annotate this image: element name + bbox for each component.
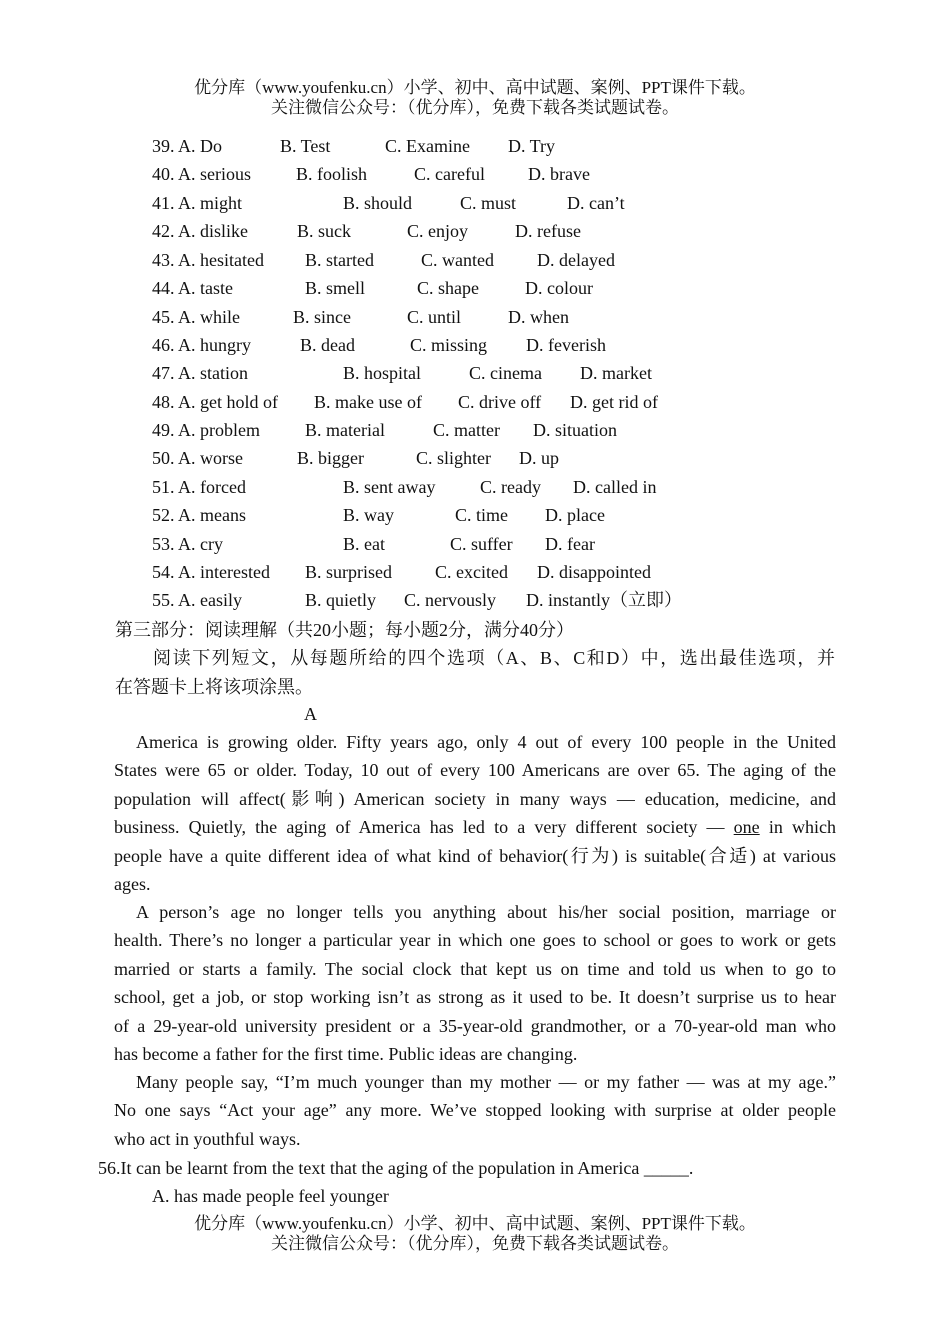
option-c: C. must [460, 193, 517, 213]
option-a: 46. A. hungry [152, 335, 251, 355]
option-b: B. dead [300, 335, 355, 355]
option-b: B. smell [305, 278, 366, 298]
option-b: B. started [305, 250, 374, 270]
option-c: C. cinema [469, 363, 542, 383]
option-b: B. eat [343, 534, 385, 554]
passage-label: A [304, 704, 317, 724]
option-a: 42. A. dislike [152, 221, 249, 241]
option-b: B. since [293, 307, 351, 327]
option-d: D. feverish [526, 335, 606, 355]
option-c: C. shape [417, 278, 479, 298]
section-3-title: 第三部分：阅读理解（共20小题；每小题2分，满分40分） [115, 620, 574, 640]
option-d: D. when [508, 307, 569, 327]
option-d: D. disappointed [537, 562, 651, 582]
instruction-line-1: 阅读下列短文，从每题所给的四个选项（A、B、C和D）中，选出最佳选项，并 [153, 648, 835, 668]
option-a: 47. A. station [152, 363, 249, 383]
option-d: D. instantly（立即） [526, 590, 682, 610]
option-c: C. suffer [450, 534, 513, 554]
option-d: D. situation [533, 420, 617, 440]
option-a: 55. A. easily [152, 590, 242, 610]
option-b: B. suck [297, 221, 351, 241]
option-a: 40. A. serious [152, 164, 251, 184]
paragraph-line: of a 29-year-old university president or a 35-year-old grandmother, or a 70-year-old man who [114, 1015, 836, 1036]
option-b: B. material [305, 420, 385, 440]
option-d: D. fear [545, 534, 595, 554]
option-d: D. delayed [537, 250, 615, 270]
paragraph-line: Many people say, “I’m much younger than my mother — or my father — was at my age.” [136, 1072, 836, 1092]
option-a: 52. A. means [152, 505, 246, 525]
option-a: 41. A. might [152, 193, 243, 213]
option-d: D. get rid of [570, 392, 658, 412]
footer-line-2: 关注微信公众号：（优分库），免费下载各类试题试卷。 [271, 1234, 679, 1253]
paragraph-line: States were 65 or older. Today, 10 out of every 100 Americans are over 65. The aging of the [114, 760, 836, 781]
paragraph-line: married or starts a family. The social clock that kept us on time and told us when to go to [114, 958, 836, 979]
line-text: business. Quietly, the aging of America has led to a very different society — [114, 817, 725, 838]
paragraph-line-with-underline [114, 813, 836, 841]
paragraph-line: population will affect(影响) American society in many ways — education, medicine, and [114, 788, 836, 809]
option-b: B. quietly [305, 590, 376, 610]
option-c: C. time [455, 505, 508, 525]
option-b: B. way [343, 505, 394, 525]
option-a: 50. A. worse [152, 448, 243, 468]
paragraph-line: who act in youthful ways. [114, 1128, 301, 1149]
question-56-stem: 56.It can be learnt from the text that the aging of the population in America _____. [98, 1158, 694, 1178]
option-b: B. sent away [343, 477, 436, 497]
option-d: D. place [545, 505, 605, 525]
option-c: C. careful [414, 164, 485, 184]
paragraph-line: No one says “Act your age” any more. We’ve stopped looking with surprise at older people [114, 1100, 836, 1121]
option-c: C. nervously [404, 590, 496, 610]
passage-paragraph-1 [114, 728, 836, 898]
option-b: B. should [343, 193, 413, 213]
option-b: B. surprised [305, 562, 392, 582]
option-a: 44. A. taste [152, 278, 233, 298]
question-56-option-a: A. has made people feel younger [152, 1186, 389, 1206]
paragraph-line: A person’s age no longer tells you anything about his/her social position, marriage or [136, 902, 836, 922]
option-d: D. market [580, 363, 652, 383]
option-a: 48. A. get hold of [152, 392, 278, 412]
option-a: 54. A. interested [152, 562, 270, 582]
option-a: 53. A. cry [152, 534, 223, 554]
instruction-line-2: 在答题卡上将该项涂黑。 [115, 677, 313, 697]
option-d: D. Try [508, 136, 556, 156]
option-d: D. up [519, 448, 559, 468]
option-c: C. drive off [458, 392, 542, 412]
option-c: C. matter [433, 420, 500, 440]
option-c: C. slighter [416, 448, 491, 468]
paragraph-line: ages. [114, 873, 151, 894]
passage-paragraph-3 [114, 1068, 836, 1153]
option-c: C. Examine [385, 136, 470, 156]
option-a: 39. A. Do [152, 136, 223, 156]
option-c: C. excited [435, 562, 508, 582]
option-d: D. called in [573, 477, 657, 497]
paragraph-line: America is growing older. Fifty years ago, only 4 out of every 100 people in the United [136, 732, 836, 752]
option-d: D. can’t [567, 193, 625, 213]
header-line-1: 优分库（www.youfenku.cn）小学、初中、高中试题、案例、PPT课件下载。 [194, 78, 756, 97]
option-b: B. hospital [343, 363, 422, 383]
paragraph-line: people have a quite different idea of what kind of behavior(行为) is suitable(合适) at various [114, 845, 836, 866]
option-b: B. make use of [314, 392, 422, 412]
option-a: 49. A. problem [152, 420, 260, 440]
line-text: in which [768, 817, 836, 838]
option-c: C. wanted [421, 250, 494, 270]
option-b: B. Test [280, 136, 331, 156]
option-c: C. until [407, 307, 462, 327]
option-d: D. colour [525, 278, 593, 298]
option-d: D. refuse [515, 221, 581, 241]
option-a: 45. A. while [152, 307, 240, 327]
option-c: C. ready [480, 477, 541, 497]
footer-line-1: 优分库（www.youfenku.cn）小学、初中、高中试题、案例、PPT课件下载。 [194, 1214, 756, 1233]
header-line-2: 关注微信公众号：（优分库），免费下载各类试题试卷。 [271, 98, 679, 117]
option-d: D. brave [528, 164, 590, 184]
option-b: B. bigger [297, 448, 364, 468]
underlined-word-one: one [733, 817, 760, 838]
option-b: B. foolish [296, 164, 368, 184]
option-c: C. missing [410, 335, 488, 355]
passage-paragraph-2 [114, 898, 836, 1068]
paragraph-line: health. There’s no longer a particular year in which one goes to school or goes to work or gets [114, 930, 836, 951]
paragraph-line: school, get a job, or stop working isn’t as strong as it used to be. It doesn’t surprise us to hear [114, 987, 836, 1008]
paragraph-line: has become a father for the first time. Public ideas are changing. [114, 1043, 578, 1064]
option-a: 43. A. hesitated [152, 250, 264, 270]
option-a: 51. A. forced [152, 477, 246, 497]
option-c: C. enjoy [407, 221, 468, 241]
